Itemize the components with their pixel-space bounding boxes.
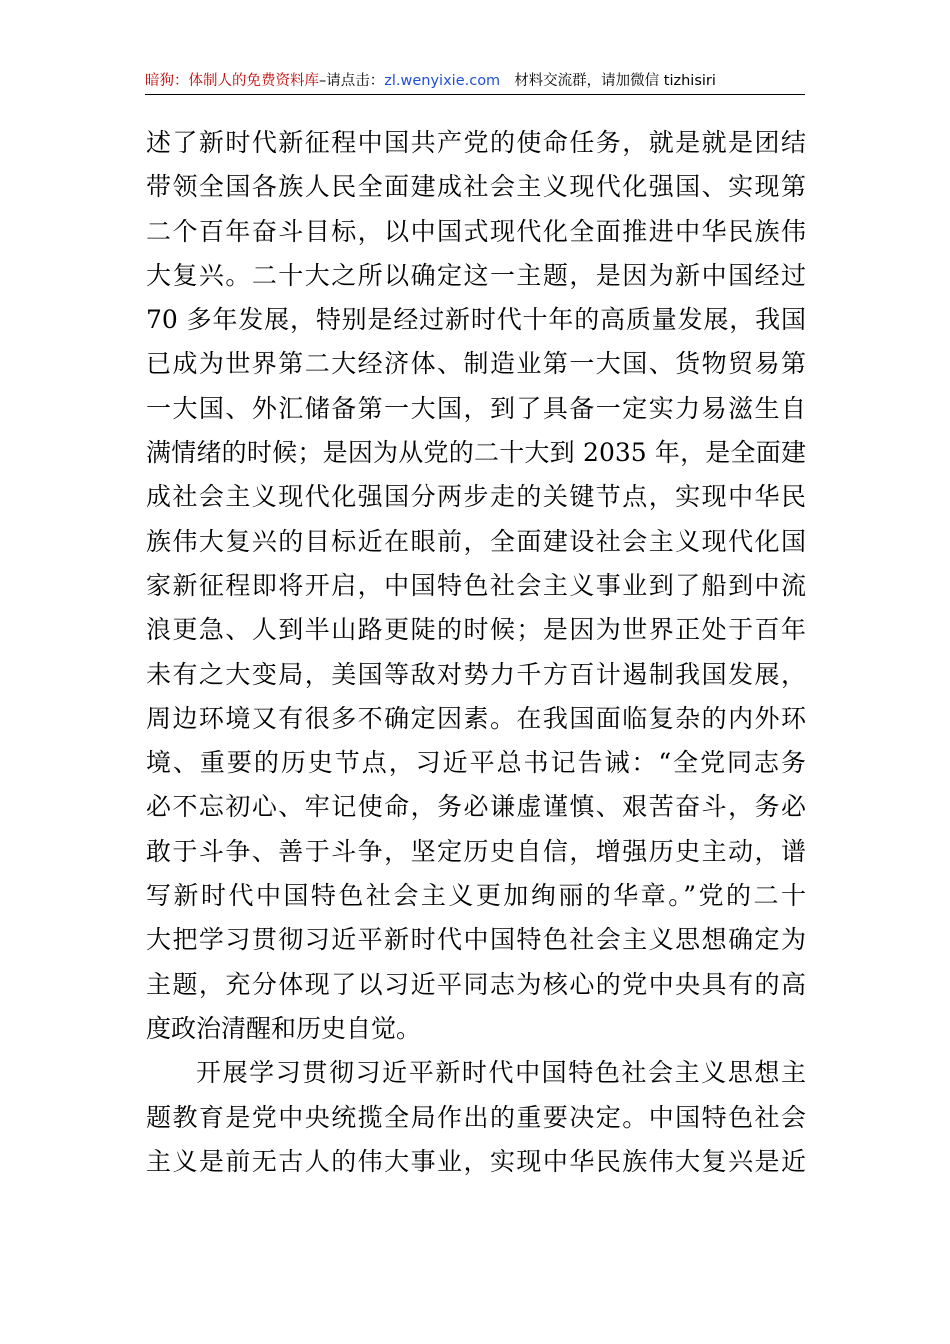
- document-body: [146, 121, 806, 1184]
- text-line: 大把学习贯彻习近平新时代中国特色社会主义思想确定为: [146, 925, 806, 955]
- text-line: 必不忘初心、牢记使命，务必谦虚谨慎、艰苦奋斗，务必: [146, 792, 806, 822]
- text-line: 周边环境又有很多不确定因素。在我国面临复杂的内外环: [146, 703, 806, 733]
- text-line: 满情绪的时候；是因为从党的二十大到 2035 年，是全面建: [146, 438, 806, 468]
- text-line: 主义是前无古人的伟大事业，实现中华民族伟大复兴是近: [146, 1146, 806, 1176]
- page-header: [145, 68, 805, 95]
- text-line: 二个百年奋斗目标，以中国式现代化全面推进中华民族伟: [146, 216, 806, 246]
- text-line: 已成为世界第二大经济体、制造业第一大国、货物贸易第: [146, 349, 806, 379]
- text-line: 主题，充分体现了以习近平同志为核心的党中央具有的高: [146, 969, 806, 999]
- text-line: 家新征程即将开启，中国特色社会主义事业到了船到中流: [146, 570, 806, 600]
- text-line: 一大国、外汇储备第一大国，到了具备一定实力易滋生自: [146, 393, 806, 423]
- header-wechat-note: 材料交流群，请加微信 tizhisiri: [514, 73, 716, 89]
- text-line: 带领全国各族人民全面建成社会主义现代化强国、实现第: [146, 172, 806, 202]
- text-line: 敢于斗争、善于斗争，坚定历史自信，增强历史主动，谱: [146, 836, 806, 866]
- text-line: 族伟大复兴的目标近在眼前，全面建设社会主义现代化国: [146, 526, 806, 556]
- text-line: 成社会主义现代化强国分两步走的关键节点，实现中华民: [146, 482, 806, 512]
- text-line: 境、重要的历史节点，习近平总书记告诫：“全党同志务: [146, 748, 806, 778]
- header-prompt: –请点击：: [319, 73, 385, 89]
- text-line: 述了新时代新征程中国共产党的使命任务，就是就是团结: [146, 128, 806, 157]
- text-line: 浪更急、人到半山路更陡的时候；是因为世界正处于百年: [146, 615, 806, 645]
- text-line: 开展学习贯彻习近平新时代中国特色社会主义思想主: [196, 1058, 806, 1088]
- text-line: 题教育是党中央统揽全局作出的重要决定。中国特色社会: [146, 1102, 806, 1132]
- text-line: 写新时代中国特色社会主义更加绚丽的华章。”党的二十: [146, 881, 806, 911]
- text-line: 大复兴。二十大之所以确定这一主题，是因为新中国经过: [146, 260, 806, 290]
- header-brand: 暗狗：体制人的免费资料库: [145, 73, 319, 89]
- header-link[interactable]: zl.wenyixie.com: [384, 73, 501, 89]
- text-line: 度政治清醒和历史自觉。: [146, 1013, 422, 1043]
- text-line: 未有之大变局，美国等敌对势力千方百计遏制我国发展，: [146, 659, 806, 689]
- text-line: 70 多年发展，特别是经过新时代十年的高质量发展，我国: [146, 305, 806, 335]
